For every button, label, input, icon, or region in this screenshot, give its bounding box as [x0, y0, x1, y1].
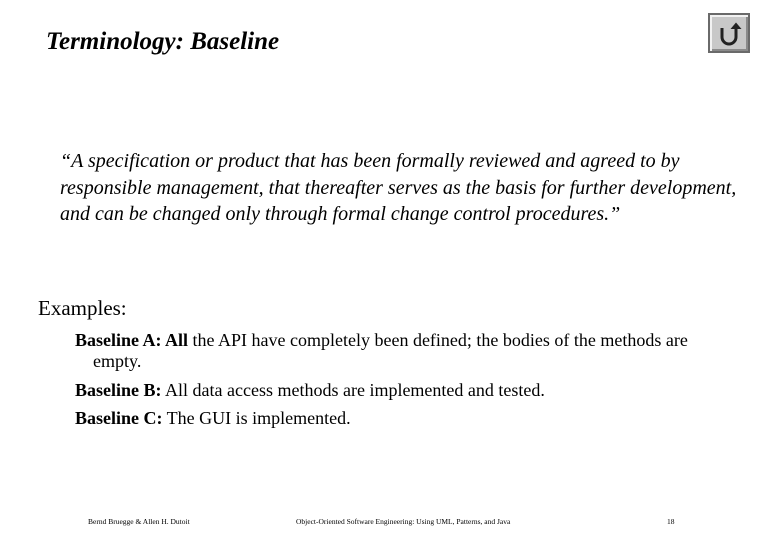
example-label: Baseline B: — [75, 380, 162, 400]
example-label: Baseline C: — [75, 408, 163, 428]
example-item — [75, 380, 695, 401]
example-text: All data access methods are implemented and tested. — [161, 380, 545, 400]
page-number: 18 — [667, 517, 675, 526]
slide-title: Terminology: Baseline — [46, 28, 280, 55]
footer-book-title: Object-Oriented Software Engineering: Using UML, Patterns, and Java — [296, 517, 511, 526]
example-text: the API have completely been defined; the bodies of the methods are empty. — [93, 330, 688, 371]
example-text: The GUI is implemented. — [162, 408, 351, 428]
example-item — [75, 408, 695, 429]
example-label: Baseline A: All — [75, 330, 189, 350]
examples-label: Examples: — [38, 296, 127, 320]
definition-quote: “A specification or product that has been formally reviewed and agreed to by responsible management, that thereafter serves as the basis for further development, and can be changed only through formal change control procedures.” — [60, 150, 737, 225]
footer-authors: Bernd Bruegge & Allen H. Dutoit — [88, 517, 190, 526]
return-arrow-icon — [716, 20, 742, 46]
example-item — [75, 330, 713, 372]
return-button[interactable] — [708, 13, 750, 53]
